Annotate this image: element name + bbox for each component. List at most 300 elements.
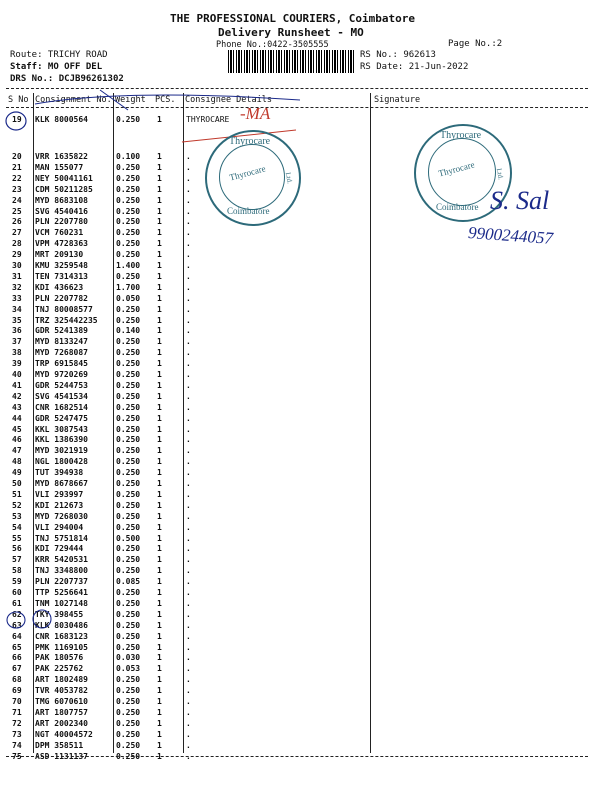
row-sno: 31 xyxy=(12,271,22,281)
table-row xyxy=(0,261,600,271)
consignee-placeholder: . xyxy=(186,533,191,543)
row-consignment: KDI 212673 xyxy=(35,500,84,510)
row-consignment: KLK 8000564 xyxy=(35,115,88,124)
row-consignment: GDR 5244753 xyxy=(35,380,88,390)
row-weight: 0.250 xyxy=(116,740,141,750)
consignee-placeholder: . xyxy=(186,435,191,445)
row-sno: 36 xyxy=(12,326,22,336)
row-weight: 0.250 xyxy=(116,162,141,172)
row-consignment: KRR 5420531 xyxy=(35,555,88,565)
row-consignment: NGT 40004572 xyxy=(35,729,93,739)
row-consignment: SVG 4541534 xyxy=(35,391,88,401)
table-row xyxy=(0,621,600,631)
row-sno: 60 xyxy=(12,588,22,597)
row-consignment: KMU 3259548 xyxy=(35,261,88,270)
row-sno: 41 xyxy=(12,380,22,390)
table-row xyxy=(0,272,600,282)
row-pcs: 1 xyxy=(157,446,162,456)
row-weight: 0.250 xyxy=(116,522,141,532)
row-sno: 44 xyxy=(12,413,22,423)
consignee-placeholder: . xyxy=(186,239,191,249)
row-consignment: MRT 209130 xyxy=(35,250,84,260)
row-weight: 0.250 xyxy=(116,206,141,216)
row-consignment: ART 1802489 xyxy=(35,675,88,685)
rs-number: RS No.: 962613 xyxy=(360,50,436,60)
handwritten-signature: S. Sal xyxy=(490,186,550,215)
row-sno: 52 xyxy=(12,500,22,510)
row-weight: 0.250 xyxy=(116,402,141,412)
row-consignee: THYROCARE xyxy=(186,115,230,124)
table-row xyxy=(0,534,600,544)
row-consignment: VRR 1635822 xyxy=(35,152,88,161)
row-weight: 0.250 xyxy=(116,304,141,314)
consignee-placeholder: . xyxy=(186,413,191,423)
row-sno: 73 xyxy=(12,729,22,739)
row-weight: 0.053 xyxy=(116,664,141,674)
row-sno: 51 xyxy=(12,489,22,499)
consignee-placeholder: . xyxy=(186,370,191,379)
row-pcs: 1 xyxy=(157,642,162,652)
row-consignment: NEY 50041161 xyxy=(35,173,93,183)
consignee-placeholder: . xyxy=(186,282,191,292)
row-sno: 32 xyxy=(12,282,22,292)
consignee-placeholder: . xyxy=(186,642,191,652)
row-sno: 70 xyxy=(12,697,22,706)
row-pcs: 1 xyxy=(157,413,162,423)
staff: Staff: MO OFF DEL xyxy=(10,62,103,72)
row-consignment: MYD 9720269 xyxy=(35,370,88,379)
row-pcs: 1 xyxy=(157,370,162,379)
row-weight: 0.250 xyxy=(116,620,141,630)
row-weight: 1.700 xyxy=(116,282,141,292)
row-pcs: 1 xyxy=(157,162,162,172)
table-row xyxy=(0,555,600,565)
table-row xyxy=(0,115,600,125)
consignee-placeholder: . xyxy=(186,184,191,194)
row-consignment: CNR 1683123 xyxy=(35,631,88,641)
table-row xyxy=(0,544,600,554)
row-weight: 0.250 xyxy=(116,718,141,728)
drs-number: DRS No.: DCJB96261302 xyxy=(10,74,124,84)
row-sno: 61 xyxy=(12,598,22,608)
row-pcs: 1 xyxy=(157,359,162,369)
row-pcs: 1 xyxy=(157,457,162,467)
table-row xyxy=(0,577,600,587)
consignee-placeholder: . xyxy=(186,479,191,488)
table-row xyxy=(0,730,600,740)
row-sno: 42 xyxy=(12,391,22,401)
col-sno: S No xyxy=(8,95,29,105)
row-sno: 33 xyxy=(12,293,22,303)
row-sno: 64 xyxy=(12,631,22,641)
consignee-placeholder: . xyxy=(186,577,191,587)
table-row xyxy=(0,425,600,435)
row-pcs: 1 xyxy=(157,544,162,554)
row-consignment: PLN 2207782 xyxy=(35,293,88,303)
consignee-placeholder: . xyxy=(186,359,191,369)
page-number: Page No.:2 xyxy=(448,39,503,49)
row-consignment: TMG 6070610 xyxy=(35,697,88,706)
row-weight: 0.250 xyxy=(116,707,141,717)
table-row xyxy=(0,392,600,402)
row-sno: 40 xyxy=(12,370,22,379)
row-pcs: 1 xyxy=(157,173,162,183)
consignee-placeholder: . xyxy=(186,304,191,314)
row-pcs: 1 xyxy=(157,686,162,696)
table-row xyxy=(0,326,600,336)
row-pcs: 1 xyxy=(157,729,162,739)
consignee-placeholder: . xyxy=(186,402,191,412)
row-sno: 21 xyxy=(12,162,22,172)
table-row xyxy=(0,337,600,347)
row-sno: 58 xyxy=(12,566,22,576)
consignee-placeholder: . xyxy=(186,337,191,347)
table-row xyxy=(0,610,600,620)
row-sno: 48 xyxy=(12,457,22,467)
table-row xyxy=(0,664,600,674)
consignee-placeholder: . xyxy=(186,228,191,238)
row-pcs: 1 xyxy=(157,555,162,565)
row-consignment: TNM 1027148 xyxy=(35,598,88,608)
row-sno: 59 xyxy=(12,577,22,587)
row-weight: 0.140 xyxy=(116,326,141,336)
row-pcs: 1 xyxy=(157,566,162,576)
row-consignment: TNJ 3348800 xyxy=(35,566,88,576)
row-weight: 0.050 xyxy=(116,293,141,303)
row-consignment: ART 2002340 xyxy=(35,718,88,728)
row-weight: 0.250 xyxy=(116,598,141,608)
consignee-placeholder: . xyxy=(186,446,191,456)
col-consignment: Consignment No. xyxy=(35,95,112,105)
row-consignment: PLN 2207780 xyxy=(35,217,88,227)
row-pcs: 1 xyxy=(157,337,162,347)
row-weight: 0.250 xyxy=(116,228,141,238)
table-row xyxy=(0,632,600,642)
row-sno: 35 xyxy=(12,315,22,325)
consignee-placeholder: . xyxy=(186,707,191,717)
row-consignment: VLI 293997 xyxy=(35,489,84,499)
table-row xyxy=(0,741,600,751)
company-name: THE PROFESSIONAL COURIERS, Coimbatore xyxy=(170,12,416,25)
row-pcs: 1 xyxy=(157,217,162,227)
row-weight: 0.250 xyxy=(116,642,141,652)
document-title: Delivery Runsheet - MO xyxy=(218,26,364,39)
consignee-placeholder: . xyxy=(186,271,191,281)
row-sno: 45 xyxy=(12,424,22,434)
row-weight: 0.250 xyxy=(116,511,141,521)
row-pcs: 1 xyxy=(157,282,162,292)
row-pcs: 1 xyxy=(157,577,162,587)
row-consignment: MYD 7268030 xyxy=(35,511,88,521)
consignee-placeholder: . xyxy=(186,566,191,576)
row-consignment: ART 1807757 xyxy=(35,707,88,717)
row-consignment: MYD 7268087 xyxy=(35,348,88,358)
col-consignee: Consignee Details xyxy=(185,95,272,105)
consignee-placeholder: . xyxy=(186,588,191,597)
consignee-placeholder: . xyxy=(186,195,191,205)
row-consignment: GDR 5241389 xyxy=(35,326,88,336)
row-weight: 0.250 xyxy=(116,435,141,445)
table-row xyxy=(0,294,600,304)
consignee-placeholder: . xyxy=(186,457,191,467)
row-sno: 26 xyxy=(12,217,22,227)
table-row xyxy=(0,686,600,696)
table-row xyxy=(0,305,600,315)
table-row xyxy=(0,414,600,424)
row-weight: 0.250 xyxy=(116,468,141,478)
row-weight: 0.100 xyxy=(116,152,141,161)
table-row xyxy=(0,512,600,522)
table-row xyxy=(0,523,600,533)
row-pcs: 1 xyxy=(157,380,162,390)
row-weight: 0.250 xyxy=(116,457,141,467)
row-weight: 0.250 xyxy=(116,609,141,619)
row-pcs: 1 xyxy=(157,598,162,608)
row-weight: 0.250 xyxy=(116,413,141,423)
consignee-placeholder: . xyxy=(186,555,191,565)
row-consignment: TTP 5256641 xyxy=(35,588,88,597)
row-consignment: MYD 8683108 xyxy=(35,195,88,205)
row-sno: 55 xyxy=(12,533,22,543)
consignee-placeholder: . xyxy=(186,664,191,674)
consignee-placeholder: . xyxy=(186,206,191,216)
row-pcs: 1 xyxy=(157,500,162,510)
row-weight: 0.250 xyxy=(116,489,141,499)
row-pcs: 1 xyxy=(157,609,162,619)
row-sno: 19 xyxy=(12,115,22,124)
row-weight: 0.250 xyxy=(116,566,141,576)
table-row xyxy=(0,359,600,369)
route: Route: TRICHY ROAD xyxy=(10,50,108,60)
row-consignment: PLN 2207737 xyxy=(35,577,88,587)
row-sno: 23 xyxy=(12,184,22,194)
phone-number: Phone No.:0422-3505555 xyxy=(216,40,329,50)
table-row xyxy=(0,403,600,413)
table-row xyxy=(0,588,600,598)
circle-mark-63 xyxy=(4,608,52,632)
row-weight: 0.250 xyxy=(116,446,141,456)
consignee-placeholder: . xyxy=(186,631,191,641)
row-sno: 39 xyxy=(12,359,22,369)
row-weight: 0.250 xyxy=(116,675,141,685)
row-weight: 0.250 xyxy=(116,195,141,205)
row-pcs: 1 xyxy=(157,315,162,325)
table-row xyxy=(0,370,600,380)
row-weight: 0.250 xyxy=(116,544,141,554)
row-consignment: MAN 155077 xyxy=(35,162,84,172)
table-row xyxy=(0,250,600,260)
row-sno: 38 xyxy=(12,348,22,358)
row-consignment: TNJ 5751814 xyxy=(35,533,88,543)
row-pcs: 1 xyxy=(157,261,162,270)
table-row xyxy=(0,653,600,663)
row-pcs: 1 xyxy=(157,206,162,216)
table-row xyxy=(0,566,600,576)
row-sno: 29 xyxy=(12,250,22,260)
row-pcs: 1 xyxy=(157,588,162,597)
consignee-placeholder: . xyxy=(186,293,191,303)
consignee-placeholder: . xyxy=(186,740,191,750)
consignee-placeholder: . xyxy=(186,544,191,554)
row-pcs: 1 xyxy=(157,115,162,124)
row-pcs: 1 xyxy=(157,402,162,412)
row-weight: 0.250 xyxy=(116,424,141,434)
row-sno: 53 xyxy=(12,511,22,521)
row-pcs: 1 xyxy=(157,391,162,401)
row-pcs: 1 xyxy=(157,228,162,238)
row-sno: 63 xyxy=(12,620,22,630)
row-sno: 62 xyxy=(12,609,22,619)
consignee-placeholder: . xyxy=(186,391,191,401)
row-pcs: 1 xyxy=(157,424,162,434)
table-row xyxy=(0,490,600,500)
row-sno: 56 xyxy=(12,544,22,554)
table-row xyxy=(0,457,600,467)
row-sno: 47 xyxy=(12,446,22,456)
row-weight: 0.250 xyxy=(116,631,141,641)
consignee-placeholder: . xyxy=(186,326,191,336)
row-weight: 0.250 xyxy=(116,337,141,347)
row-pcs: 1 xyxy=(157,479,162,488)
row-pcs: 1 xyxy=(157,751,162,761)
row-consignment: TVR 4053782 xyxy=(35,686,88,696)
consignee-placeholder: . xyxy=(186,620,191,630)
row-weight: 0.250 xyxy=(116,479,141,488)
row-weight: 0.250 xyxy=(116,391,141,401)
consignee-placeholder: . xyxy=(186,152,191,161)
row-consignment: PMK 1169105 xyxy=(35,642,88,652)
row-consignment: MYD 8133247 xyxy=(35,337,88,347)
row-weight: 1.400 xyxy=(116,261,141,270)
row-pcs: 1 xyxy=(157,348,162,358)
consignee-placeholder: . xyxy=(186,697,191,706)
row-consignment: KLK 8030486 xyxy=(35,620,88,630)
consignee-placeholder: . xyxy=(186,729,191,739)
row-pcs: 1 xyxy=(157,250,162,260)
table-row xyxy=(0,446,600,456)
row-consignment: VPM 4728363 xyxy=(35,239,88,249)
table-row xyxy=(0,697,600,707)
row-sno: 67 xyxy=(12,664,22,674)
row-sno: 66 xyxy=(12,653,22,663)
consignee-placeholder: . xyxy=(186,500,191,510)
row-sno: 22 xyxy=(12,173,22,183)
company-stamp: Thyrocare Thyrocare Coimbatore Ltd. xyxy=(414,124,512,222)
row-sno: 46 xyxy=(12,435,22,445)
consignee-placeholder: . xyxy=(186,348,191,358)
row-weight: 0.250 xyxy=(116,729,141,739)
row-pcs: 1 xyxy=(157,511,162,521)
row-consignment: TRZ 325442235 xyxy=(35,315,98,325)
row-consignment: GDR 5247475 xyxy=(35,413,88,423)
row-pcs: 1 xyxy=(157,697,162,706)
row-sno: 24 xyxy=(12,195,22,205)
row-pcs: 1 xyxy=(157,664,162,674)
row-sno: 25 xyxy=(12,206,22,216)
row-pcs: 1 xyxy=(157,239,162,249)
table-row xyxy=(0,599,600,609)
row-sno: 49 xyxy=(12,468,22,478)
row-consignment: SVG 4540416 xyxy=(35,206,88,216)
row-sno: 27 xyxy=(12,228,22,238)
consignee-placeholder: . xyxy=(186,718,191,728)
row-consignment: KKL 3087543 xyxy=(35,424,88,434)
row-weight: 0.250 xyxy=(116,751,141,761)
row-pcs: 1 xyxy=(157,468,162,478)
table-row xyxy=(0,643,600,653)
row-consignment: VLI 294004 xyxy=(35,522,84,532)
row-weight: 0.250 xyxy=(116,380,141,390)
table-row xyxy=(0,468,600,478)
row-consignment: CDM 50211285 xyxy=(35,184,93,194)
row-sno: 74 xyxy=(12,740,22,750)
row-sno: 72 xyxy=(12,718,22,728)
row-sno: 57 xyxy=(12,555,22,565)
barcode xyxy=(228,50,354,73)
consignee-placeholder: . xyxy=(186,522,191,532)
row-sno: 43 xyxy=(12,402,22,412)
handwritten-mark: -MA xyxy=(240,104,271,123)
row-weight: 0.250 xyxy=(116,359,141,369)
row-weight: 0.250 xyxy=(116,115,141,124)
row-consignment: MYD 3021919 xyxy=(35,446,88,456)
handwritten-phone: 9900244057 xyxy=(467,223,554,248)
consignee-placeholder: . xyxy=(186,173,191,183)
table-row xyxy=(0,435,600,445)
col-pcs: PCS. xyxy=(155,95,176,105)
row-pcs: 1 xyxy=(157,533,162,543)
table-row xyxy=(0,381,600,391)
row-pcs: 1 xyxy=(157,631,162,641)
consignee-placeholder: . xyxy=(186,686,191,696)
row-pcs: 1 xyxy=(157,718,162,728)
row-pcs: 1 xyxy=(157,522,162,532)
table-row xyxy=(0,675,600,685)
row-weight: 0.085 xyxy=(116,577,141,587)
consignee-placeholder: . xyxy=(186,609,191,619)
consignee-placeholder: . xyxy=(186,424,191,434)
row-consignment: MYD 8678667 xyxy=(35,479,88,488)
row-consignment: PAK 225762 xyxy=(35,664,84,674)
circle-mark-19 xyxy=(4,110,30,132)
consignee-placeholder: . xyxy=(186,489,191,499)
table-row xyxy=(0,501,600,511)
row-weight: 0.250 xyxy=(116,370,141,379)
row-weight: 0.250 xyxy=(116,697,141,706)
consignee-placeholder: . xyxy=(186,380,191,390)
row-sno: 28 xyxy=(12,239,22,249)
col-signature: Signature xyxy=(374,95,421,105)
consignee-placeholder: . xyxy=(186,751,191,761)
col-weight: Weight xyxy=(115,95,146,105)
row-weight: 0.250 xyxy=(116,500,141,510)
consignee-placeholder: . xyxy=(186,250,191,260)
consignee-placeholder: . xyxy=(186,511,191,521)
row-pcs: 1 xyxy=(157,740,162,750)
row-pcs: 1 xyxy=(157,195,162,205)
row-pcs: 1 xyxy=(157,304,162,314)
row-weight: 0.250 xyxy=(116,555,141,565)
row-sno: 50 xyxy=(12,479,22,488)
row-sno: 71 xyxy=(12,707,22,717)
row-pcs: 1 xyxy=(157,707,162,717)
row-consignment: NGL 1800428 xyxy=(35,457,88,467)
row-pcs: 1 xyxy=(157,675,162,685)
company-stamp: Thyrocare Thyrocare Coimbatore Ltd. xyxy=(205,130,301,226)
table-row xyxy=(0,283,600,293)
row-consignment: PAK 180576 xyxy=(35,653,84,663)
row-weight: 0.500 xyxy=(116,533,141,543)
